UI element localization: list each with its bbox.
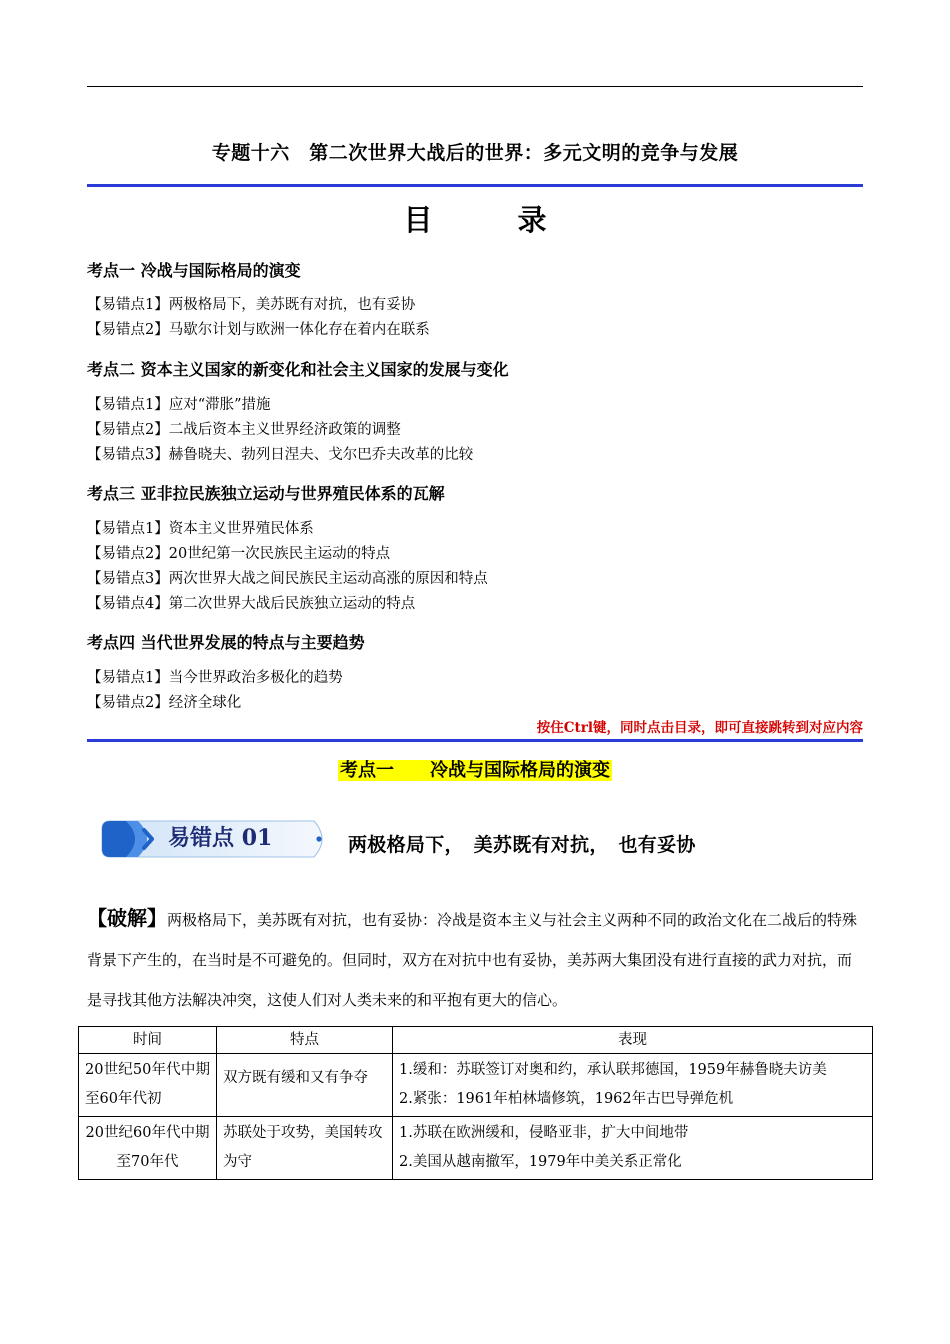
pojie-label: 【破解】 — [87, 906, 167, 930]
header-cell: 特点 — [217, 1027, 393, 1054]
toc-item[interactable]: 【易错点1】当今世界政治多极化的趋势 — [87, 670, 343, 686]
toc-item[interactable]: 【易错点2】马歇尔计划与欧洲一体化存在着内在联系 — [87, 322, 430, 338]
detail-line: 1.缓和：苏联签订对奥和约，承认联邦德国，1959年赫鲁晓夫访美 — [399, 1062, 827, 1078]
error-point-heading: 两极格局下， 美苏既有对抗， 也有妥协 — [348, 834, 696, 856]
ctrl-jump-note: 按住Ctrl键，同时点击目录，即可直接跳转到对应内容 — [536, 720, 863, 736]
time-cell: 20世纪50年代中期至60年代初 — [79, 1054, 217, 1117]
toc-section-4[interactable]: 考点四 当代世界发展的特点与主要趋势 — [87, 633, 365, 652]
top-rule — [87, 86, 863, 87]
toc-item[interactable]: 【易错点1】两极格局下，美苏既有对抗，也有妥协 — [87, 297, 416, 313]
toc-item[interactable]: 【易错点3】两次世界大战之间民族民主运动高涨的原因和特点 — [87, 571, 488, 587]
table-row — [79, 1117, 873, 1180]
banner-label-text: 易错点 — [168, 826, 235, 851]
toc-section-1[interactable]: 考点一 冷战与国际格局的演变 — [87, 261, 301, 280]
toc-item[interactable]: 【易错点1】资本主义世界殖民体系 — [87, 521, 314, 537]
header-cell: 时间 — [79, 1027, 217, 1054]
detail-cell — [393, 1117, 873, 1180]
detail-line: 2.美国从越南撤军，1979年中美关系正常化 — [399, 1154, 682, 1170]
time-cell: 20世纪60年代中期至70年代 — [79, 1117, 217, 1180]
feature-cell: 苏联处于攻势，美国转攻为守 — [217, 1117, 393, 1180]
banner-number: 01 — [241, 825, 273, 851]
toc-item[interactable]: 【易错点2】经济全球化 — [87, 695, 242, 711]
table-row — [79, 1054, 873, 1117]
toc-heading: 目 录 — [403, 203, 575, 237]
section-title-text: 考点一 冷战与国际格局的演变 — [340, 760, 610, 781]
table-header-row — [79, 1027, 873, 1054]
detail-line: 2.紧张：1961年柏林墙修筑，1962年古巴导弹危机 — [399, 1091, 734, 1107]
toc-section-3[interactable]: 考点三 亚非拉民族独立运动与世界殖民体系的瓦解 — [87, 484, 445, 503]
toc-section-2[interactable]: 考点二 资本主义国家的新变化和社会主义国家的发展与变化 — [87, 360, 509, 379]
header-cell: 表现 — [393, 1027, 873, 1054]
evolution-table — [78, 1026, 873, 1180]
detail-cell — [393, 1054, 873, 1117]
toc-item[interactable]: 【易错点3】赫鲁晓夫、勃列日涅夫、戈尔巴乔夫改革的比较 — [87, 447, 474, 463]
toc-divider — [87, 739, 863, 742]
feature-cell: 双方既有缓和又有争夺 — [217, 1054, 393, 1117]
toc-item[interactable]: 【易错点4】第二次世界大战后民族独立运动的特点 — [87, 596, 416, 612]
toc-item[interactable]: 【易错点2】20世纪第一次民族民主运动的特点 — [87, 546, 391, 562]
toc-item[interactable]: 【易错点2】二战后资本主义世界经济政策的调整 — [87, 422, 401, 438]
toc-item[interactable]: 【易错点1】应对“滞胀”措施 — [87, 397, 271, 413]
section-title — [0, 756, 950, 782]
pojie-paragraph — [87, 898, 863, 1020]
detail-line: 1.苏联在欧洲缓和，侵略亚非，扩大中间地带 — [399, 1125, 689, 1141]
pojie-text: 两极格局下，美苏既有对抗，也有妥协：冷战是资本主义与社会主义两种不同的政治文化在二战后的特殊背景下产生的，在当时是不可避免的。但同时，双方在对抗中也有妥协，美苏两大集团没有进行直接的武力对抗，而是寻找其他方法解决冲突，这使人们对人类未来的和平抱有更大的信心。 — [87, 911, 858, 1009]
title-divider — [87, 184, 863, 187]
document-title: 专题十六 第二次世界大战后的世界：多元文明的竞争与发展 — [211, 142, 739, 164]
banner-label — [168, 821, 272, 852]
